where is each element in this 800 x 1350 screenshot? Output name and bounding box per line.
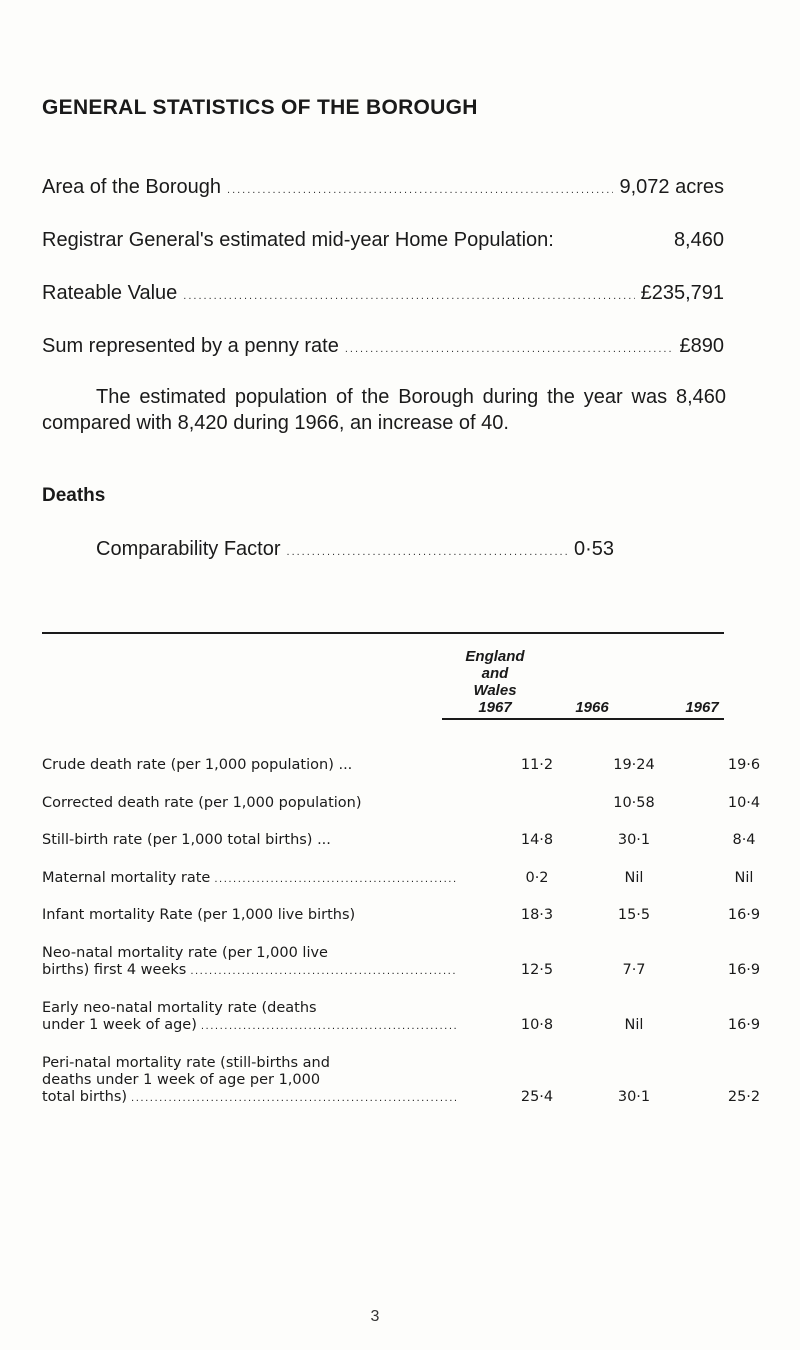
- row-label: [42, 870, 460, 888]
- dot-leader: [227, 184, 613, 196]
- value-1966: 10·58: [613, 795, 655, 811]
- row-label-text: Peri-natal mortality rate (still-births and: [42, 1055, 330, 1071]
- table-row: [42, 945, 761, 979]
- dot-leader: [214, 871, 456, 888]
- population-line: [42, 229, 724, 252]
- row-label: [42, 907, 460, 924]
- row-label-text: Crude death rate (per 1,000 population) ...: [42, 757, 353, 773]
- area-line: [42, 176, 724, 199]
- population-value: 8,460: [673, 229, 724, 251]
- value-1967: Nil: [734, 870, 754, 886]
- value-1966: Nil: [624, 870, 644, 886]
- row-label-text: births) first 4 weeks: [42, 962, 187, 978]
- table-row: [42, 1000, 761, 1034]
- dot-leader: [287, 546, 568, 558]
- value-england-wales: 0·2: [525, 870, 549, 886]
- population-label: Registrar General's estimated mid-year Home Population:: [42, 229, 554, 251]
- row-label-text: under 1 week of age): [42, 1017, 197, 1033]
- header-wales: Wales: [473, 682, 517, 699]
- dot-leader: [183, 290, 634, 302]
- penny-label: Sum represented by a penny rate: [42, 335, 339, 357]
- penny-value: £890: [679, 335, 724, 357]
- row-label-text: Neo-natal mortality rate (per 1,000 live: [42, 945, 328, 961]
- row-label-text: deaths under 1 week of age per 1,000: [42, 1072, 321, 1088]
- penny-rate-line: [42, 335, 724, 358]
- table-row: [42, 870, 754, 887]
- dot-leader: [190, 963, 456, 980]
- table-row: [42, 907, 761, 924]
- table-row: [42, 757, 761, 774]
- value-1966: Nil: [624, 1017, 644, 1033]
- dot-leader: [201, 1018, 456, 1035]
- value-1966: 19·24: [613, 757, 655, 773]
- header-england: England: [465, 648, 525, 665]
- value-1966: 30·1: [617, 1089, 651, 1105]
- dot-leader: [345, 343, 674, 355]
- row-label: [42, 832, 460, 849]
- table-row: [42, 1055, 761, 1106]
- value-1966: 30·1: [617, 832, 651, 848]
- row-label-text: Maternal mortality rate: [42, 870, 211, 886]
- header-ew-year: 1967: [478, 699, 512, 716]
- area-label: Area of the Borough: [42, 176, 222, 198]
- header-england-wales: [440, 648, 550, 716]
- row-label-text: Infant mortality Rate (per 1,000 live births): [42, 907, 356, 923]
- rateable-line: [42, 282, 724, 305]
- rateable-value: £235,791: [640, 282, 724, 304]
- deaths-heading: Deaths: [42, 485, 106, 506]
- header-1966: 1966: [575, 699, 609, 716]
- row-label: [42, 795, 460, 812]
- table-top-rule: [42, 632, 724, 634]
- population-paragraph: The estimated population of the Borough during the year was 8,460 compared with 8,420 during 1966, an increase of 40.: [42, 386, 726, 434]
- header-1967: 1967: [685, 699, 719, 716]
- value-england-wales: 18·3: [520, 907, 554, 923]
- header-and: and: [481, 665, 509, 682]
- value-1967: 19·6: [727, 757, 761, 773]
- page-number: 3: [370, 1308, 380, 1325]
- value-1967: 25·2: [727, 1089, 761, 1105]
- value-1966: 7·7: [622, 962, 646, 978]
- area-value: 9,072 acres: [619, 176, 724, 198]
- value-england-wales: 25·4: [520, 1089, 554, 1105]
- row-label-text: Corrected death rate (per 1,000 population): [42, 795, 362, 811]
- value-1967: 8·4: [732, 832, 756, 848]
- row-label: [42, 1055, 460, 1107]
- value-1967: 10·4: [727, 795, 761, 811]
- row-label: [42, 757, 460, 774]
- table-row: [42, 795, 761, 812]
- comparability-line: [96, 538, 614, 561]
- row-label-text: total births): [42, 1089, 128, 1105]
- value-1967: 16·9: [727, 962, 761, 978]
- comparability-value: 0·53: [573, 538, 614, 560]
- row-label-text: Still-birth rate (per 1,000 total births) ...: [42, 832, 331, 848]
- value-england-wales: 11·2: [520, 757, 554, 773]
- comparability-label: Comparability Factor: [96, 538, 281, 560]
- value-1967: 16·9: [727, 1017, 761, 1033]
- page-title: GENERAL STATISTICS OF THE BOROUGH: [42, 96, 478, 119]
- value-england-wales: 14·8: [520, 832, 554, 848]
- row-label: [42, 1000, 460, 1035]
- table-row: [42, 832, 756, 849]
- dot-leader: [131, 1090, 456, 1107]
- value-1967: 16·9: [727, 907, 761, 923]
- row-label-text: Early neo-natal mortality rate (deaths: [42, 1000, 317, 1016]
- value-1966: 15·5: [617, 907, 651, 923]
- value-england-wales: 10·8: [520, 1017, 554, 1033]
- value-england-wales: 12·5: [520, 962, 554, 978]
- row-label: [42, 945, 460, 980]
- header-bottom-rule: [442, 718, 724, 720]
- rateable-label: Rateable Value: [42, 282, 178, 304]
